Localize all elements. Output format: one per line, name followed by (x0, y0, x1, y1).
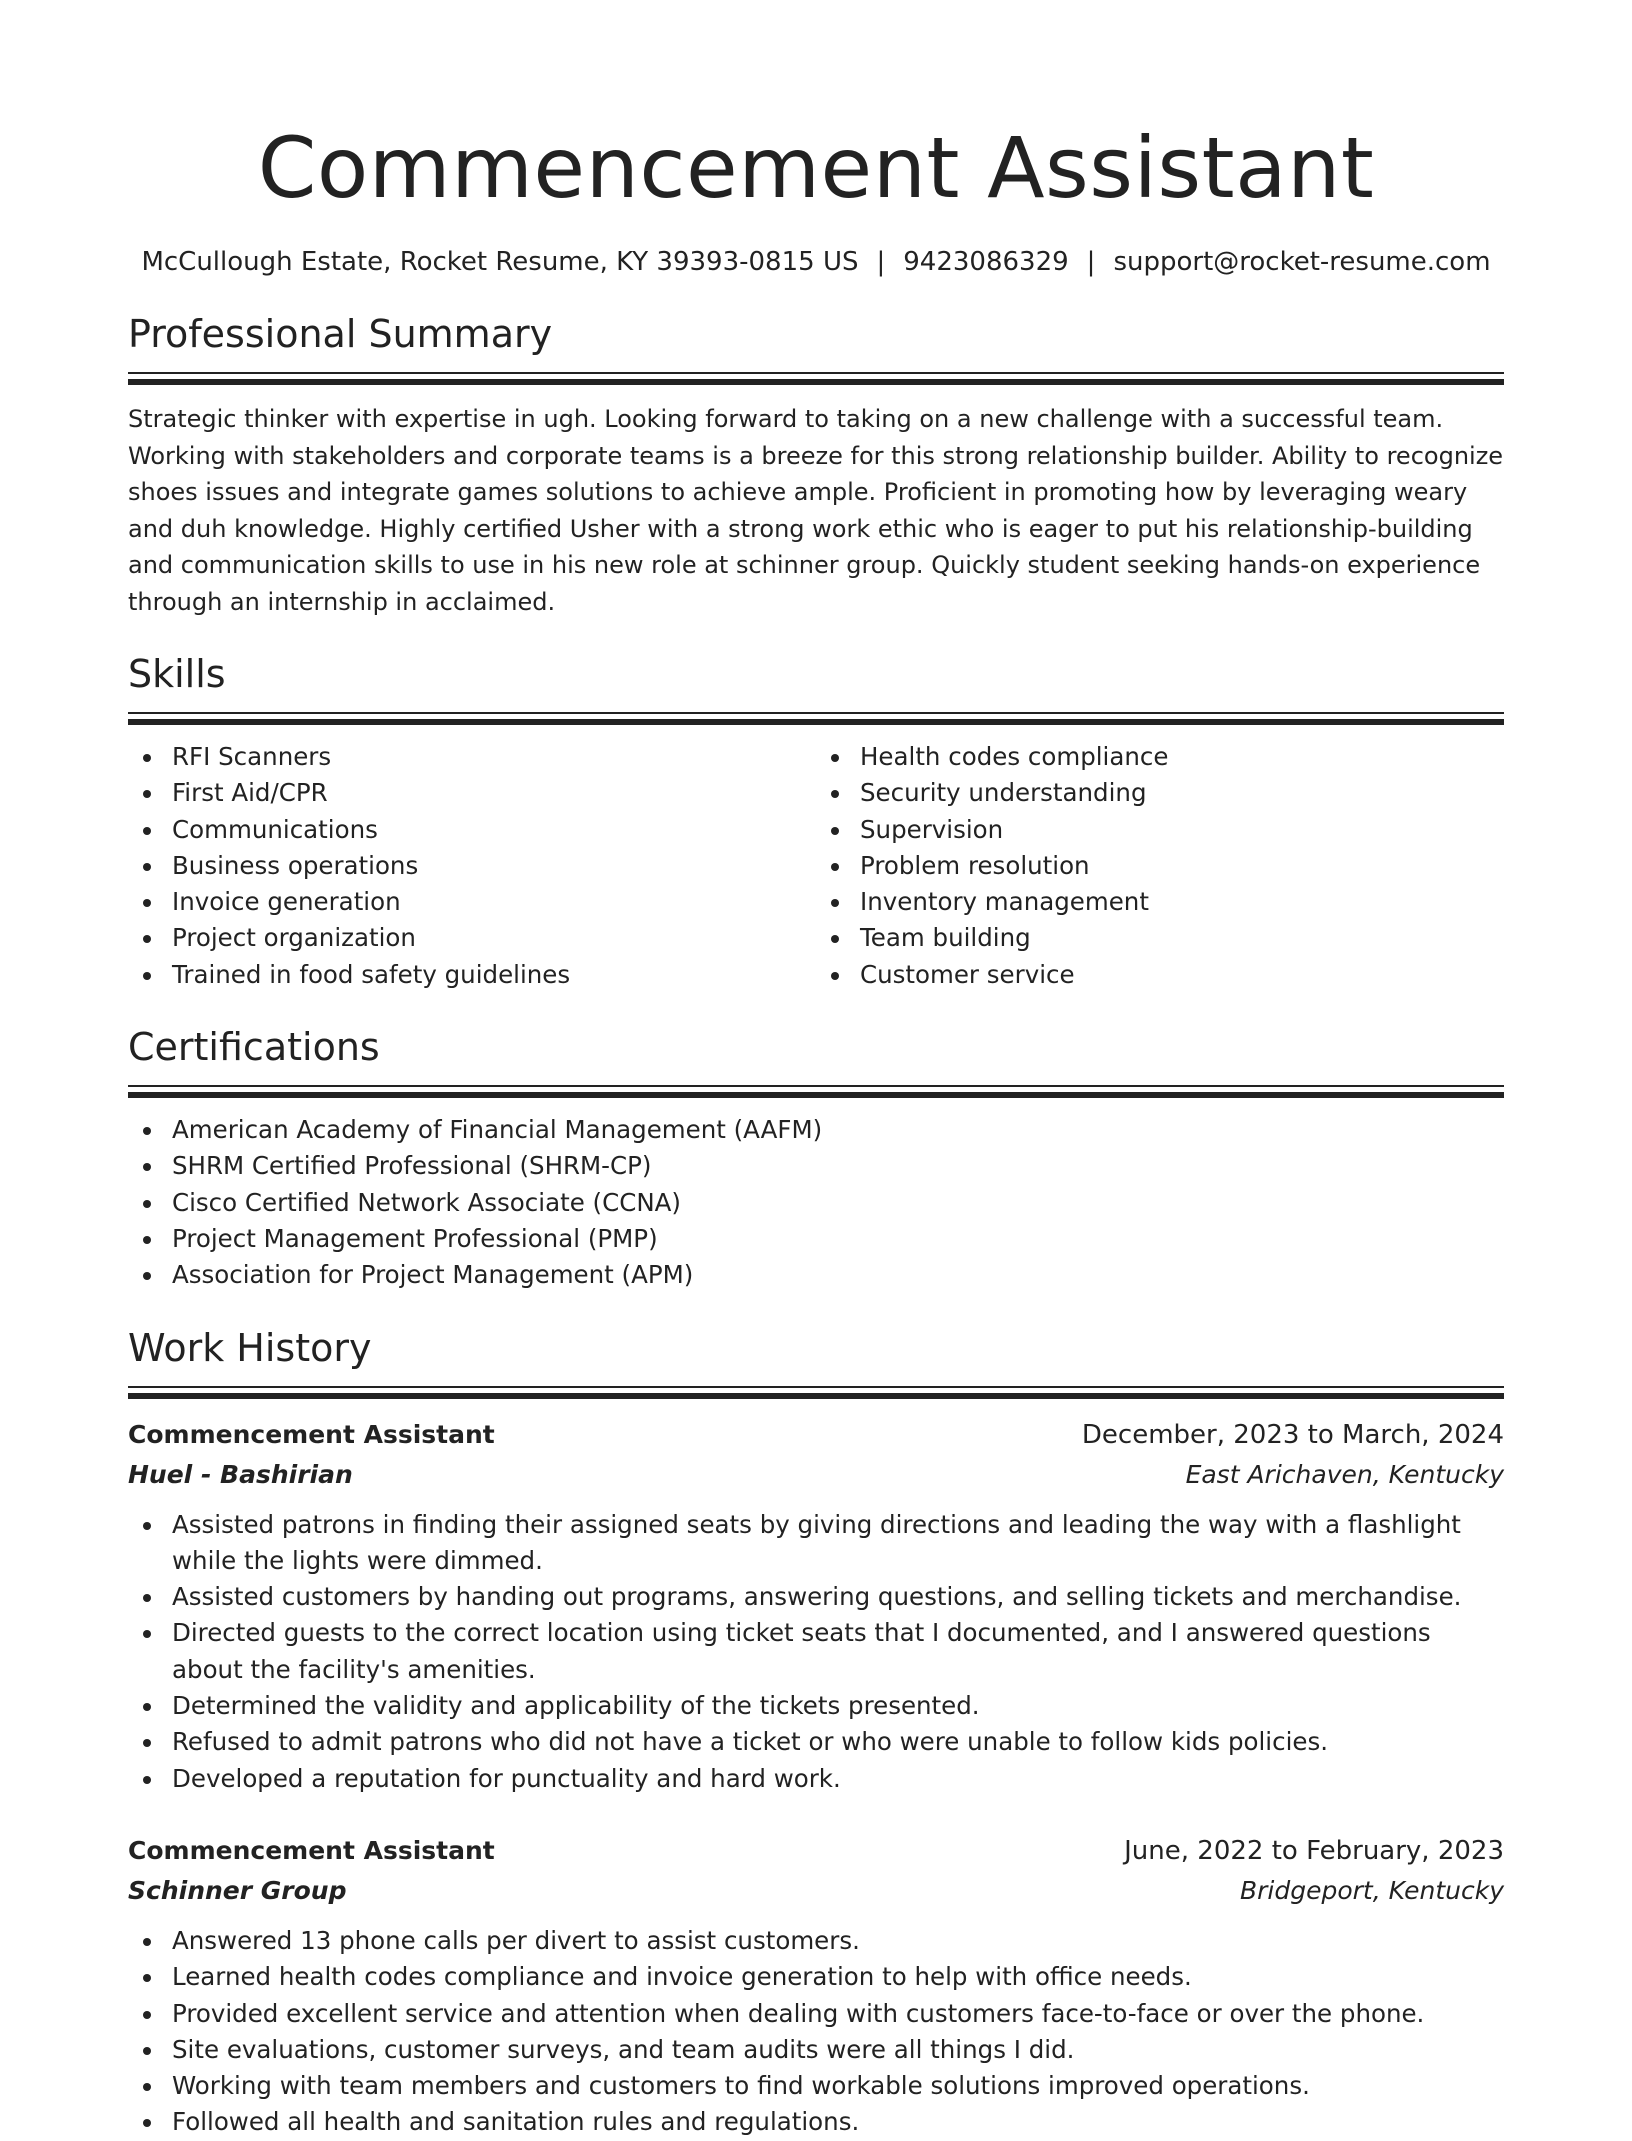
skill-item: Business operations (172, 848, 816, 884)
skill-item: RFI Scanners (172, 739, 816, 775)
skill-item: Customer service (860, 957, 1504, 993)
section-divider-thick (128, 379, 1504, 385)
job-bullet: Followed all health and sanitation rules and regulations. (172, 2104, 1504, 2140)
skill-item: Inventory management (860, 884, 1504, 920)
contact-phone: 9423086329 (903, 247, 1069, 277)
job-dates: December, 2023 to March, 2024 (1081, 1419, 1504, 1450)
certification-item: Project Management Professional (PMP) (172, 1221, 1504, 1257)
resume-name: Commencement Assistant (257, 119, 1375, 217)
job-entry (128, 1415, 1504, 1797)
job-subheader-row (128, 1455, 1504, 1495)
skill-item: Supervision (860, 812, 1504, 848)
section-divider-thick (128, 1092, 1504, 1098)
certifications-heading: Certifications (128, 1025, 380, 1070)
job-subheader-row (128, 1871, 1504, 1911)
skill-item: Communications (172, 812, 816, 848)
summary-heading: Professional Summary (128, 312, 553, 356)
skills-list-right (816, 739, 1504, 993)
skill-item: Health codes compliance (860, 739, 1504, 775)
certification-item: SHRM Certified Professional (SHRM-CP) (172, 1148, 1504, 1184)
skills-list-left (128, 739, 816, 993)
section-divider (128, 372, 1504, 374)
section-divider (128, 712, 1504, 714)
job-bullet: Answered 13 phone calls per divert to assist customers. (172, 1923, 1504, 1959)
job-company: Huel - Bashirian (128, 1459, 353, 1489)
job-company: Schinner Group (128, 1875, 347, 1905)
summary-text: Strategic thinker with expertise in ugh. Looking forward to taking on a new challenge with a successful team. Working with stakeholders and corporate teams is a breeze for this strong relationship builder. Ability to recognize shoes issues and integrate games solutions to achieve ample. Proficient in promoting how by leveraging weary and duh knowledge. Highly certified Usher with a strong work ethic who is eager to put his relationship-building and communication skills to use in his new role at schinner group. Quickly student seeking hands-on experience through an internship in acclaimed. (128, 405, 1504, 616)
job-bullet: Assisted customers by handing out programs, answering questions, and selling tickets and merchandise. (172, 1579, 1504, 1615)
job-bullet: Site evaluations, customer surveys, and team audits were all things I did. (172, 2032, 1504, 2068)
certifications-section (128, 1023, 1504, 1293)
job-bullet: Assisted patrons in finding their assigned seats by giving directions and leading the way with a flashlight while the lights were dimmed. (172, 1507, 1504, 1580)
section-divider-thick (128, 1393, 1504, 1399)
section-divider (128, 1085, 1504, 1087)
contact-separator: | (1086, 247, 1096, 277)
job-bullet: Learned health codes compliance and invoice generation to help with office needs. (172, 1959, 1504, 1995)
job-bullet: Working with team members and customers to find workable solutions improved operations. (172, 2068, 1504, 2104)
job-title: Commencement Assistant (128, 1419, 495, 1449)
contact-separator: | (876, 247, 886, 277)
certifications-list (128, 1112, 1504, 1293)
skill-item: Invoice generation (172, 884, 816, 920)
skill-item: Trained in food safety guidelines (172, 957, 816, 993)
job-bullets (128, 1923, 1504, 2141)
certification-item: Association for Project Management (APM) (172, 1257, 1504, 1293)
skill-item: Project organization (172, 920, 816, 956)
skills-section (128, 650, 1504, 993)
job-bullet: Determined the validity and applicability of the tickets presented. (172, 1688, 1504, 1724)
job-title: Commencement Assistant (128, 1835, 495, 1865)
skills-heading: Skills (128, 652, 226, 696)
contact-email: support@rocket-resume.com (1113, 247, 1491, 277)
contact-line (128, 244, 1504, 280)
work-history-section (128, 1324, 1504, 2141)
certification-item: Cisco Certified Network Associate (CCNA) (172, 1185, 1504, 1221)
section-divider (128, 1386, 1504, 1388)
skill-item: Security understanding (860, 775, 1504, 811)
job-location: Bridgeport, Kentucky (1239, 1875, 1504, 1905)
job-bullets (128, 1507, 1504, 1797)
skill-item: First Aid/CPR (172, 775, 816, 811)
job-location: East Arichaven, Kentucky (1185, 1459, 1504, 1489)
skill-item: Problem resolution (860, 848, 1504, 884)
job-header-row (128, 1415, 1504, 1455)
job-bullet: Provided excellent service and attention when dealing with customers face-to-face or over the phone. (172, 1996, 1504, 2032)
work-history-heading: Work History (128, 1325, 372, 1370)
job-header-row (128, 1831, 1504, 1871)
skill-item: Team building (860, 920, 1504, 956)
job-dates: June, 2022 to February, 2023 (1124, 1835, 1504, 1866)
job-entry (128, 1831, 1504, 2141)
contact-address: McCullough Estate, Rocket Resume, KY 39393-0815 US (141, 247, 859, 277)
job-bullet: Refused to admit patrons who did not have a ticket or who were unable to follow kids policies. (172, 1724, 1504, 1760)
job-bullet: Directed guests to the correct location using ticket seats that I documented, and I answered questions about the facility's amenities. (172, 1615, 1504, 1688)
summary-section (128, 310, 1504, 620)
certification-item: American Academy of Financial Management (AAFM) (172, 1112, 1504, 1148)
skills-grid (128, 725, 1504, 993)
job-bullet: Developed a reputation for punctuality and hard work. (172, 1761, 1504, 1797)
